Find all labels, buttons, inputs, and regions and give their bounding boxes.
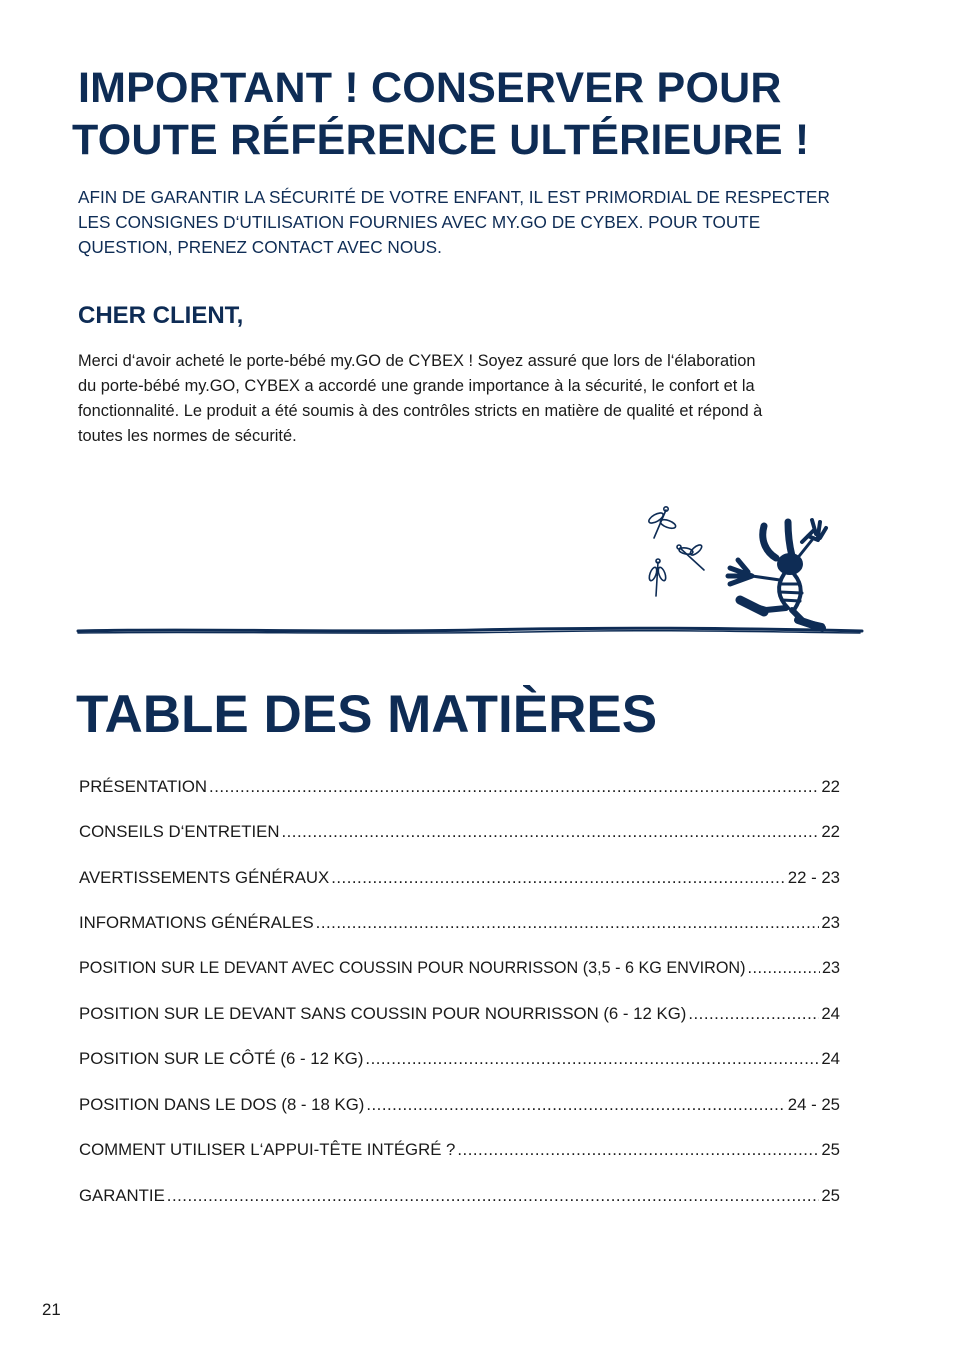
toc-entry[interactable] [79, 1186, 840, 1231]
toc-dot-leader [365, 1049, 819, 1069]
toc-dot-leader [366, 1095, 785, 1115]
toc-entry[interactable] [79, 1004, 840, 1049]
toc-entry-page: 22 [821, 777, 840, 796]
toc-entry-label: GARANTIE [79, 1185, 165, 1205]
intro-line: fonctionnalité. Le produit a été soumis à des contrôles stricts en matière de qualité et répond à [78, 402, 763, 420]
safety-warning-line: LES CONSIGNES D‘UTILISATION FOURNIES AVEC MY.GO DE CYBEX. POUR TOUTE [78, 212, 761, 232]
toc-entry-label: POSITION SUR LE CÔTÉ (6 - 12 KG) [79, 1049, 364, 1069]
main-title-line-1: IMPORTANT ! CONSERVER POUR [78, 64, 782, 112]
toc-entry[interactable] [79, 959, 840, 1004]
rabbit-illustration [76, 500, 866, 645]
intro-line: Merci d‘avoir acheté le porte-bébé my.GO de CYBEX ! Soyez assuré que lors de l‘élaboration [78, 352, 756, 370]
toc-dot-leader [688, 1004, 819, 1024]
toc-entry[interactable] [79, 777, 840, 822]
toc-entry[interactable] [79, 1095, 840, 1140]
toc-entry-page: 23 [821, 913, 840, 933]
dragonfly-icon [648, 559, 667, 596]
intro-line: toutes les normes de sécurité. [78, 427, 297, 445]
toc-entry-page: 24 - 25 [787, 1094, 840, 1114]
toc-dot-leader [748, 959, 820, 978]
toc-entry[interactable] [79, 913, 840, 958]
intro-paragraph [78, 349, 878, 449]
toc-entry-label: POSITION SUR LE DEVANT AVEC COUSSIN POUR NOURRISSON (3,5 - 6 KG ENVIRON) [79, 958, 746, 977]
toc-entry-page: 24 [821, 1003, 840, 1023]
toc-entry[interactable] [79, 868, 840, 913]
toc-entry-label: PRÉSENTATION [79, 777, 208, 796]
safety-warning-line: QUESTION, PRENEZ CONTACT AVEC NOUS. [78, 237, 442, 257]
toc-entry-page: 22 [821, 822, 840, 842]
toc-entry[interactable] [79, 822, 840, 867]
dragonfly-icon [647, 507, 676, 538]
page-number: 21 [42, 1300, 61, 1319]
toc-dot-leader [316, 913, 820, 933]
toc-entry-label: CONSEILS D‘ENTRETIEN [79, 822, 280, 842]
intro-line: du porte-bébé my.GO, CYBEX a accordé une grande importance à la sécurité, le confort et la [78, 377, 755, 395]
toc-entry-page: 25 [821, 1140, 840, 1160]
toc-entry[interactable] [79, 1140, 840, 1185]
toc-entry-label: POSITION SUR LE DEVANT SANS COUSSIN POUR NOURRISSON (6 - 12 KG) [79, 1003, 687, 1023]
main-title-line-2: TOUTE RÉFÉRENCE ULTÉRIEURE ! [72, 116, 810, 164]
toc-dot-leader [331, 868, 786, 888]
toc-entry-label: COMMENT UTILISER L‘APPUI-TÊTE INTÉGRÉ ? [79, 1140, 456, 1160]
table-of-contents [79, 777, 840, 1231]
safety-warning [78, 185, 898, 260]
ground-line [78, 628, 862, 631]
toc-entry-label: AVERTISSEMENTS GÉNÉRAUX [79, 867, 330, 887]
toc-dot-leader [167, 1186, 820, 1206]
toc-entry-page: 25 [821, 1185, 840, 1205]
greeting-heading: CHER CLIENT, [78, 302, 244, 329]
rabbit-figure [728, 520, 826, 628]
toc-title: TABLE DES MATIÈRES [76, 685, 658, 744]
toc-dot-leader [209, 777, 819, 797]
toc-entry-label: POSITION DANS LE DOS (8 - 18 KG) [79, 1094, 365, 1114]
toc-entry-label: INFORMATIONS GÉNÉRALES [79, 913, 314, 933]
safety-warning-line: AFIN DE GARANTIR LA SÉCURITÉ DE VOTRE ENFANT, IL EST PRIMORDIAL DE RESPECTER [78, 187, 830, 207]
dragonfly-icon [677, 543, 704, 570]
main-title [72, 62, 809, 166]
toc-dot-leader [457, 1140, 819, 1160]
toc-entry[interactable] [79, 1049, 840, 1094]
toc-entry-page: 23 [821, 958, 840, 977]
toc-entry-page: 24 [821, 1049, 840, 1069]
toc-entry-page: 22 - 23 [787, 867, 840, 887]
toc-dot-leader [281, 822, 819, 842]
